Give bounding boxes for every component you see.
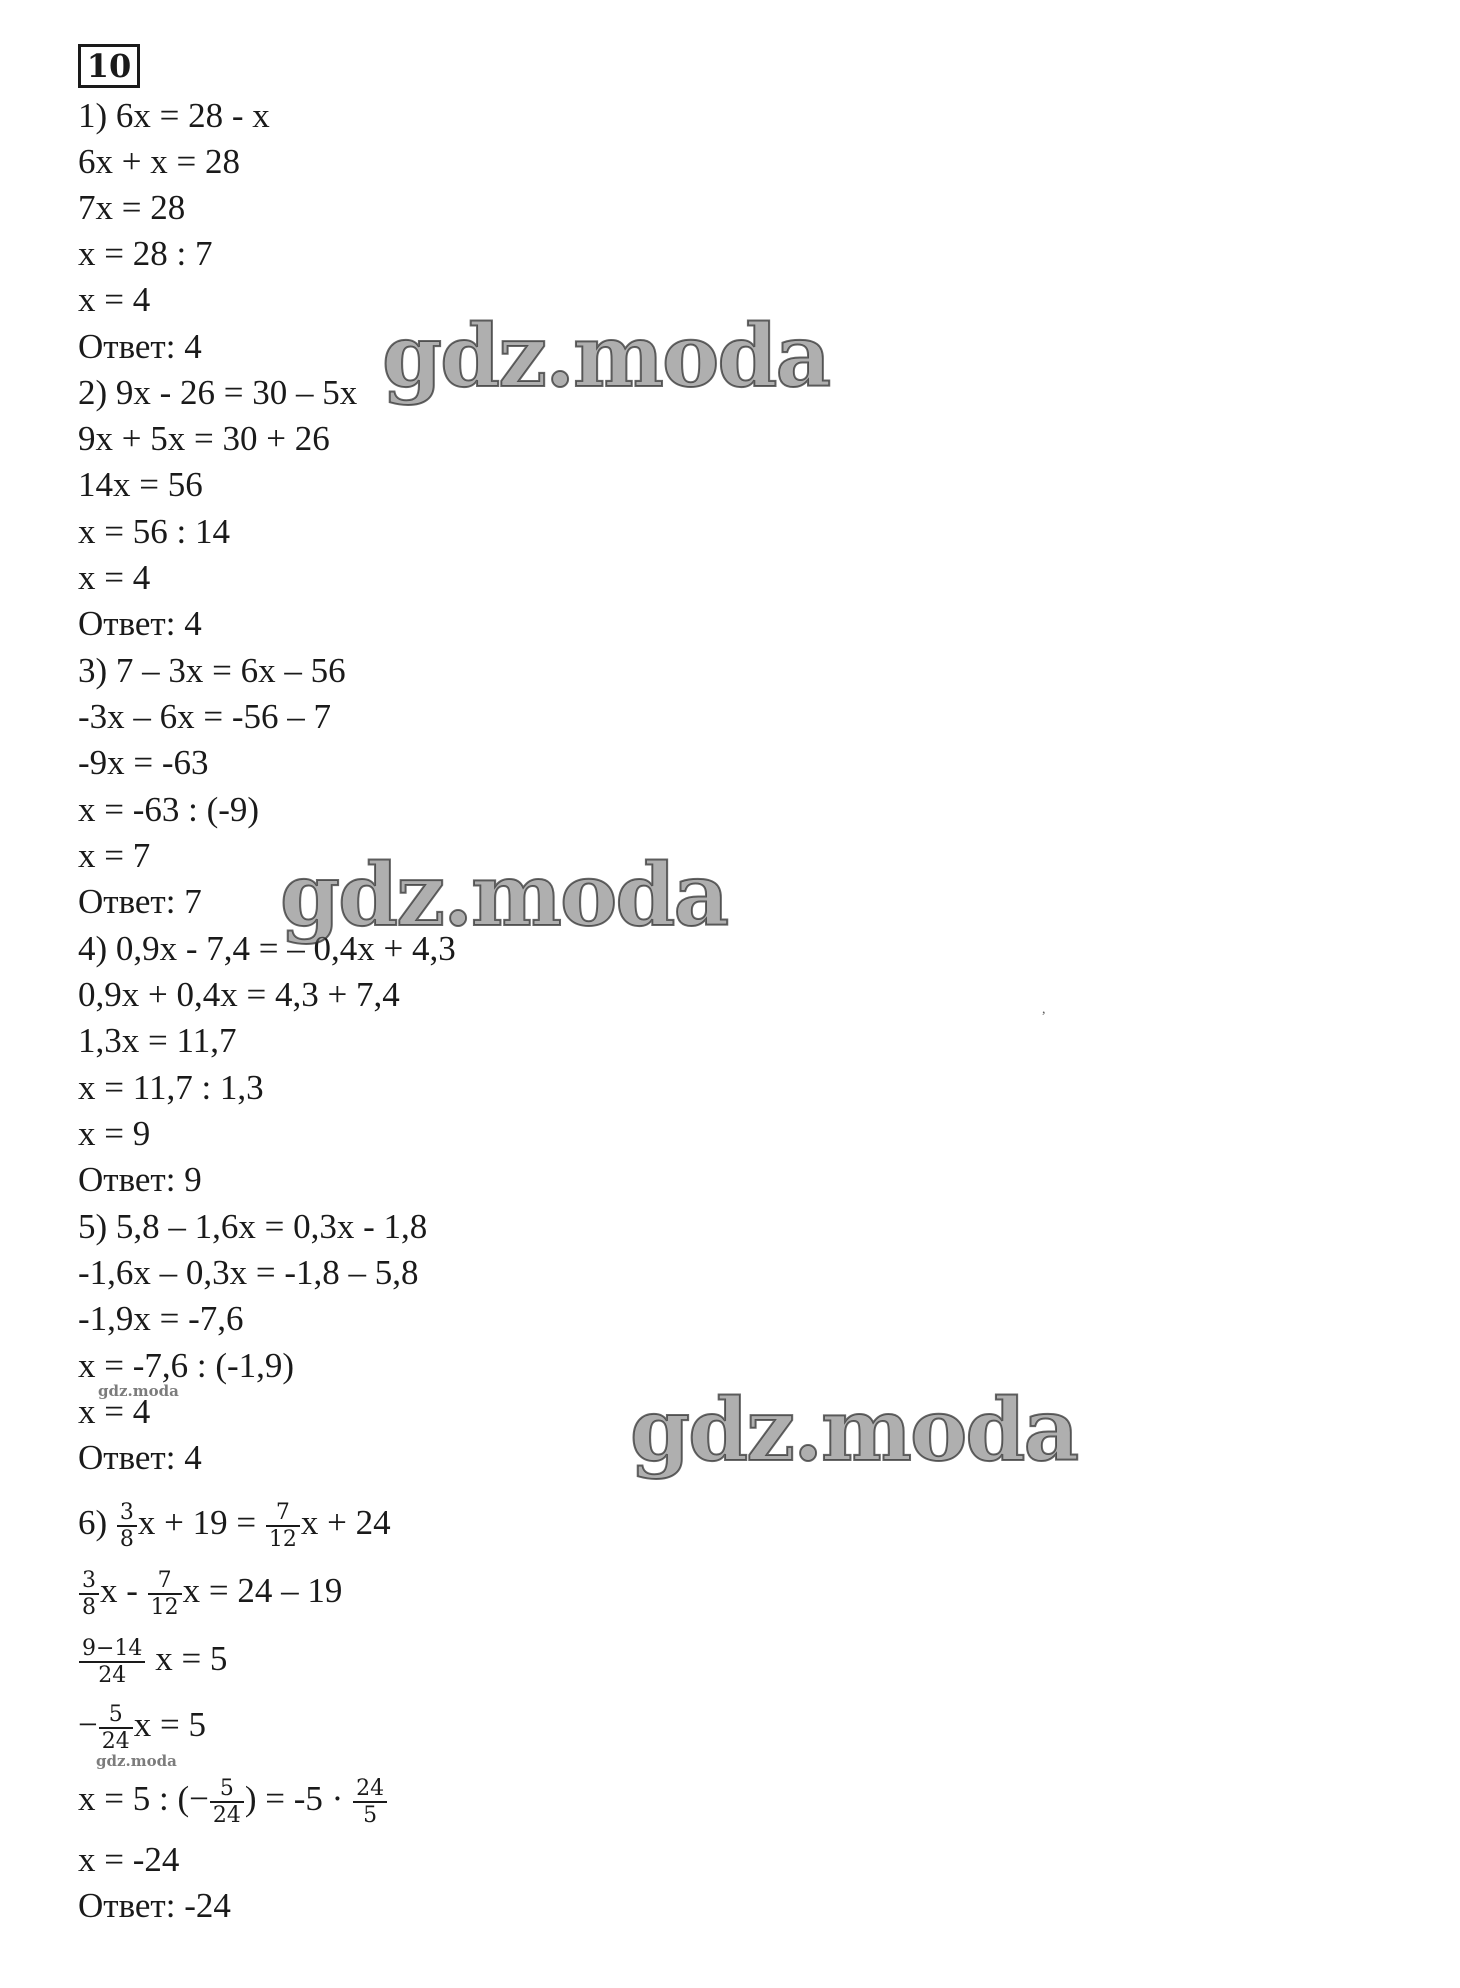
numerator: 3 <box>79 1568 99 1595</box>
solution-line: 9x + 5x = 30 + 26 <box>78 419 330 458</box>
solution-line: x = -24 <box>78 1840 180 1879</box>
denominator: 24 <box>98 1663 127 1688</box>
watermark-small: gdz.moda <box>96 1752 177 1770</box>
text: x + 24 <box>300 1503 391 1543</box>
solution-line: -3x – 6x = -56 – 7 <box>78 697 332 736</box>
numerator: 9−14 <box>79 1636 145 1663</box>
answer-line: Ответ: -24 <box>78 1886 231 1925</box>
solution-line: x = 4 <box>78 558 151 597</box>
solution-line: x = 4 <box>78 1392 151 1431</box>
answer-line: Ответ: 4 <box>78 327 202 366</box>
numerator: 5 <box>210 1776 244 1803</box>
solution-line: 5) 5,8 – 1,6x = 0,3x - 1,8 <box>78 1207 428 1246</box>
exercise-number: 10 <box>78 44 140 88</box>
text: x = 24 – 19 <box>182 1571 343 1611</box>
solution-line: 1,3x = 11,7 <box>78 1021 237 1060</box>
answer-line: Ответ: 7 <box>78 882 202 921</box>
solution-line: x = 11,7 : 1,3 <box>78 1068 264 1107</box>
solution-line <box>78 1776 388 1828</box>
answer-line: Ответ: 9 <box>78 1160 202 1199</box>
answer-line: Ответ: 4 <box>78 604 202 643</box>
fraction <box>99 1702 133 1754</box>
solution-line: 4) 0,9x - 7,4 = – 0,4x + 4,3 <box>78 929 456 968</box>
solution-line <box>78 1636 227 1688</box>
solution-line: 6x + x = 28 <box>78 142 240 181</box>
text: x = 5 : (− <box>78 1779 209 1819</box>
solution-line: x = 56 : 14 <box>78 512 230 551</box>
solution-line: -9x = -63 <box>78 743 209 782</box>
denominator: 24 <box>212 1803 241 1828</box>
solution-line: x = 9 <box>78 1114 151 1153</box>
solution-line <box>78 1702 206 1754</box>
solution-line: x = 28 : 7 <box>78 234 213 273</box>
solution-line: 14x = 56 <box>78 465 203 504</box>
numerator: 24 <box>353 1776 387 1803</box>
text: x + 19 = <box>137 1503 265 1543</box>
fraction <box>117 1500 137 1552</box>
denominator: 8 <box>119 1527 134 1552</box>
denominator: 8 <box>82 1595 96 1620</box>
solution-line: -1,6x – 0,3x = -1,8 – 5,8 <box>78 1253 419 1292</box>
fraction <box>79 1636 145 1688</box>
solution-line <box>78 1568 342 1620</box>
numerator: 5 <box>99 1702 133 1729</box>
solution-line: x = 7 <box>78 836 151 875</box>
stray-mark: , <box>1042 1002 1046 1017</box>
answer-line: Ответ: 4 <box>78 1438 202 1477</box>
solution-line: 7x = 28 <box>78 188 186 227</box>
solution-line: 0,9x + 0,4x = 4,3 + 7,4 <box>78 975 400 1014</box>
fraction <box>210 1776 244 1828</box>
fraction <box>79 1568 99 1620</box>
numerator: 7 <box>148 1568 182 1595</box>
solution-line: 1) 6x = 28 - x <box>78 96 270 135</box>
watermark: gdz.moda <box>280 845 728 946</box>
text: x = 5 <box>146 1639 228 1679</box>
solution-line: -1,9x = -7,6 <box>78 1299 244 1338</box>
watermark: gdz.moda <box>382 306 830 407</box>
watermark-small: gdz.moda <box>98 1382 179 1400</box>
text: − <box>78 1705 98 1745</box>
solution-line: 2) 9x - 26 = 30 – 5x <box>78 373 358 412</box>
fraction <box>148 1568 182 1620</box>
watermark: gdz.moda <box>630 1380 1078 1481</box>
text: ) = -5 · <box>244 1779 353 1819</box>
solution-line: x = 4 <box>78 280 151 319</box>
text: x = 5 <box>133 1705 206 1745</box>
denominator: 12 <box>268 1527 297 1552</box>
text: 6) <box>78 1503 116 1543</box>
numerator: 3 <box>117 1500 137 1527</box>
numerator: 7 <box>266 1500 300 1527</box>
fraction <box>353 1776 387 1828</box>
fraction <box>266 1500 300 1552</box>
text: x - <box>100 1571 147 1611</box>
denominator: 12 <box>150 1595 179 1620</box>
denominator: 24 <box>101 1729 130 1754</box>
solution-line <box>78 1500 391 1552</box>
solution-line: x = -7,6 : (-1,9) <box>78 1346 295 1385</box>
solution-line: 3) 7 – 3x = 6x – 56 <box>78 651 346 690</box>
denominator: 5 <box>363 1803 378 1828</box>
solution-line: x = -63 : (-9) <box>78 790 260 829</box>
